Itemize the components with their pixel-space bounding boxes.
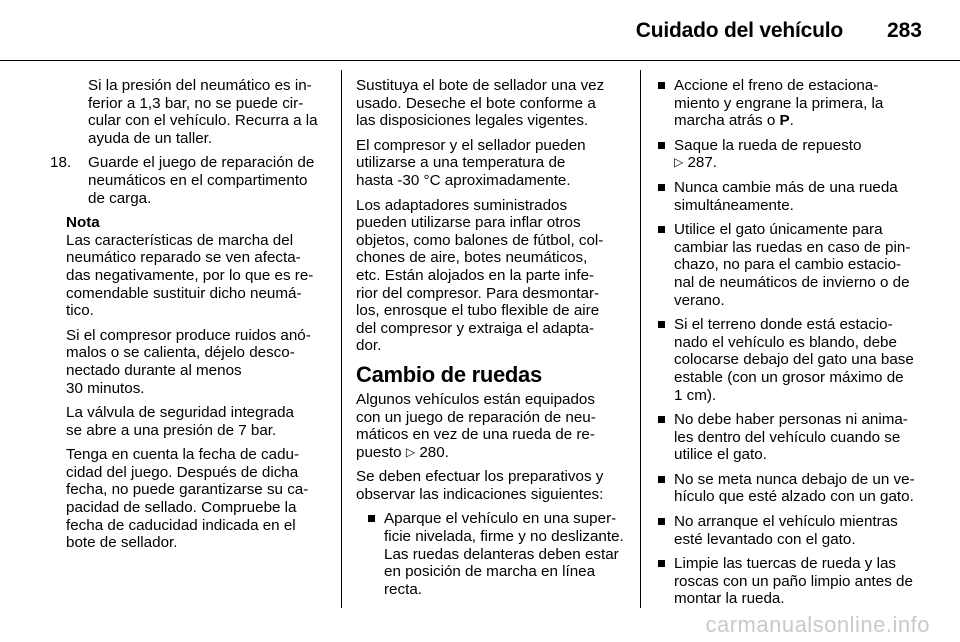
text-line: Guarde el juego de reparación de xyxy=(88,154,315,172)
text-line: No arranque el vehículo mientras xyxy=(674,513,898,531)
text-line: Si el compresor produce ruidos anó- xyxy=(66,326,311,344)
text-line: esté levantado con el gato. xyxy=(674,530,856,548)
paragraph-replace-canister xyxy=(356,77,628,130)
text-line: etc. Están alojados en la parte infe- xyxy=(356,266,595,284)
page-number: 283 xyxy=(886,19,922,42)
text-line: Las ruedas delanteras deben estar xyxy=(384,545,619,563)
bullet-square-icon xyxy=(368,515,375,522)
text-line: El compresor y el sellador pueden xyxy=(356,136,586,154)
text-line: usado. Deseche el bote conforme a xyxy=(356,94,596,112)
bullet-square-icon xyxy=(658,416,665,423)
column-1 xyxy=(50,77,332,559)
text-line: del compresor y extraiga el adapta- xyxy=(356,319,595,337)
bullet-item xyxy=(656,179,924,214)
text-line: ficie nivelada, firme y no deslizante. xyxy=(384,528,624,546)
text-line: dor. xyxy=(356,337,382,355)
text-line: La válvula de seguridad integrada xyxy=(66,404,294,422)
text-line: nal de neumáticos de invierno o de xyxy=(674,273,910,291)
text-line: nectado durante al menos xyxy=(66,361,242,379)
text-line: se abre a una presión de 7 bar. xyxy=(66,421,277,439)
text-line: 30 minutos. xyxy=(66,379,145,397)
text-line: roscas con un paño limpio antes de xyxy=(674,572,913,590)
text-line: Accione el freno de estaciona- xyxy=(674,77,879,94)
bullet-item xyxy=(366,510,628,598)
text-line: utilizarse a una temperatura de xyxy=(356,154,566,172)
bullet-item xyxy=(656,137,924,172)
text-line: fecha de caducidad indicada en el xyxy=(66,516,296,534)
text-line: Limpie las tuercas de rueda y las xyxy=(674,555,897,573)
text-line: 1 cm). xyxy=(674,386,717,404)
text-line: cidad del juego. Después de dicha xyxy=(66,463,299,481)
text-line: neumático reparado se ven afecta- xyxy=(66,249,301,267)
text-line: tico. xyxy=(66,302,94,320)
paragraph-repair-kit xyxy=(356,391,628,461)
text-line: das negativamente, por lo que es re- xyxy=(66,266,314,284)
text-line: máticos en vez de una rueda de re- xyxy=(356,426,595,444)
text-line: ayuda de un taller. xyxy=(88,129,213,147)
bullet-square-icon xyxy=(658,184,665,191)
paragraph-compressor-noise xyxy=(56,327,332,397)
text-line: colocarse debajo del gato una base xyxy=(674,351,914,369)
text-line: verano. xyxy=(674,291,725,309)
text-line: No se meta nunca debajo de un ve- xyxy=(674,470,915,488)
text-line: pacidad de sellado. Compruebe la xyxy=(66,499,297,517)
text-line: con un juego de reparación de neu- xyxy=(356,408,596,426)
text-line: Los adaptadores suministrados xyxy=(356,196,568,214)
page-reference-link[interactable]: 287. xyxy=(687,154,718,172)
text-line: Las características de marcha del xyxy=(66,231,294,249)
bullet-item xyxy=(656,316,924,404)
text-fragment: puesto xyxy=(356,443,402,461)
text-line xyxy=(356,444,628,462)
text-line: Utilice el gato únicamente para xyxy=(674,221,883,239)
header-divider xyxy=(0,60,960,61)
text-line: hículo que esté alzado con un gato. xyxy=(674,488,914,506)
bullet-item xyxy=(656,555,924,608)
text-line: fecha, no puede garantizarse su ca- xyxy=(66,481,309,499)
bullet-square-icon xyxy=(658,82,665,89)
text-line: No debe haber personas ni anima- xyxy=(674,411,908,429)
text-line: cular con el vehículo. Recurra a la xyxy=(88,112,318,130)
text-line: bote de sellador. xyxy=(66,534,178,552)
page-title: Cuidado del vehículo xyxy=(635,19,843,42)
text-line: nado el vehículo es blando, debe xyxy=(674,333,897,351)
text-line: Tenga en cuenta la fecha de cadu- xyxy=(66,446,300,464)
text-line: Algunos vehículos están equipados xyxy=(356,390,595,408)
note-block xyxy=(56,214,332,320)
text-line: los, enrosque el tubo flexible de aire xyxy=(356,302,600,320)
bullet-item xyxy=(656,471,924,506)
text-line: Nunca cambie más de una rueda xyxy=(674,178,898,196)
bullet-square-icon xyxy=(658,142,665,149)
text-line: neumáticos en el compartimento xyxy=(88,171,308,189)
column-divider-2 xyxy=(640,70,641,608)
text-line: miento y engrane la primera, la xyxy=(674,94,884,112)
bullet-square-icon xyxy=(658,560,665,567)
column-divider-1 xyxy=(341,70,342,608)
paragraph-adapters xyxy=(356,197,628,355)
text-line xyxy=(674,154,924,172)
text-line: utilice el gato. xyxy=(674,446,767,464)
text-line: chones de aire, botes neumáticos, xyxy=(356,249,588,267)
bullet-item xyxy=(656,77,924,130)
bullet-square-icon xyxy=(658,226,665,233)
bullet-square-icon xyxy=(658,518,665,525)
gear-p-label: P xyxy=(779,112,790,130)
text-line xyxy=(674,112,924,130)
text-line: Aparque el vehículo en una super- xyxy=(384,510,617,528)
text-line: Saque la rueda de repuesto xyxy=(674,136,862,154)
note-title: Nota xyxy=(66,214,100,232)
watermark: carmanualsonline.info xyxy=(705,612,930,637)
step-number: 18. xyxy=(50,154,72,172)
bullet-item xyxy=(656,221,924,309)
page-ref-arrow-icon: ▷ xyxy=(405,444,416,459)
page-reference-link[interactable]: 280. xyxy=(419,443,449,461)
section-heading: Cambio de ruedas xyxy=(356,361,542,387)
text-line: malos o se calienta, déjelo desco- xyxy=(66,344,295,362)
text-line: estable (con un grosor máximo de xyxy=(674,368,904,386)
paragraph-safety-valve xyxy=(56,404,332,439)
text-line: rior del compresor. Para desmontar- xyxy=(356,284,600,302)
text-line: cambiar las ruedas en caso de pin- xyxy=(674,238,911,256)
numbered-step-18 xyxy=(50,154,332,207)
text-line: de carga. xyxy=(88,189,152,207)
text-line: objetos, como balones de fútbol, col- xyxy=(356,231,604,249)
text-line: comendable sustituir dicho neumá- xyxy=(66,284,302,302)
text-line: Si la presión del neumático es in- xyxy=(88,77,312,94)
text-line: pueden utilizarse para inflar otros xyxy=(356,214,581,232)
paragraph-preparations xyxy=(356,468,628,503)
text-line: recta. xyxy=(384,580,422,598)
page-ref-arrow-icon: ▷ xyxy=(674,155,684,170)
text-line: observar las indicaciones siguientes: xyxy=(356,485,604,503)
paragraph-pressure-warning xyxy=(56,77,332,147)
text-line: Se deben efectuar los preparativos y xyxy=(356,468,604,486)
paragraph-expiry-date xyxy=(56,446,332,552)
text-line: hasta -30 °C aproximadamente. xyxy=(356,171,571,189)
paragraph-temperature xyxy=(356,137,628,190)
bullet-square-icon xyxy=(658,321,665,328)
text-line: montar la rueda. xyxy=(674,590,785,608)
text-line: chazo, no para el cambio estacio- xyxy=(674,256,902,274)
text-line: ferior a 1,3 bar, no se puede cir- xyxy=(88,94,304,112)
text-line: Sustituya el bote de sellador una vez xyxy=(356,77,605,94)
text-line: las disposiciones legales vigentes. xyxy=(356,112,589,130)
column-3 xyxy=(656,77,924,615)
bullet-item xyxy=(656,411,924,464)
text-line: Si el terreno donde está estacio- xyxy=(674,316,893,334)
text-line: les dentro del vehículo cuando se xyxy=(674,428,901,446)
page-header xyxy=(0,0,960,60)
column-2 xyxy=(356,77,628,605)
bullet-item xyxy=(656,513,924,548)
bullet-square-icon xyxy=(658,476,665,483)
text-fragment: marcha atrás o xyxy=(674,112,776,130)
text-fragment: . xyxy=(789,112,794,130)
text-line: simultáneamente. xyxy=(674,196,794,214)
text-line: en posición de marcha en línea xyxy=(384,563,596,581)
